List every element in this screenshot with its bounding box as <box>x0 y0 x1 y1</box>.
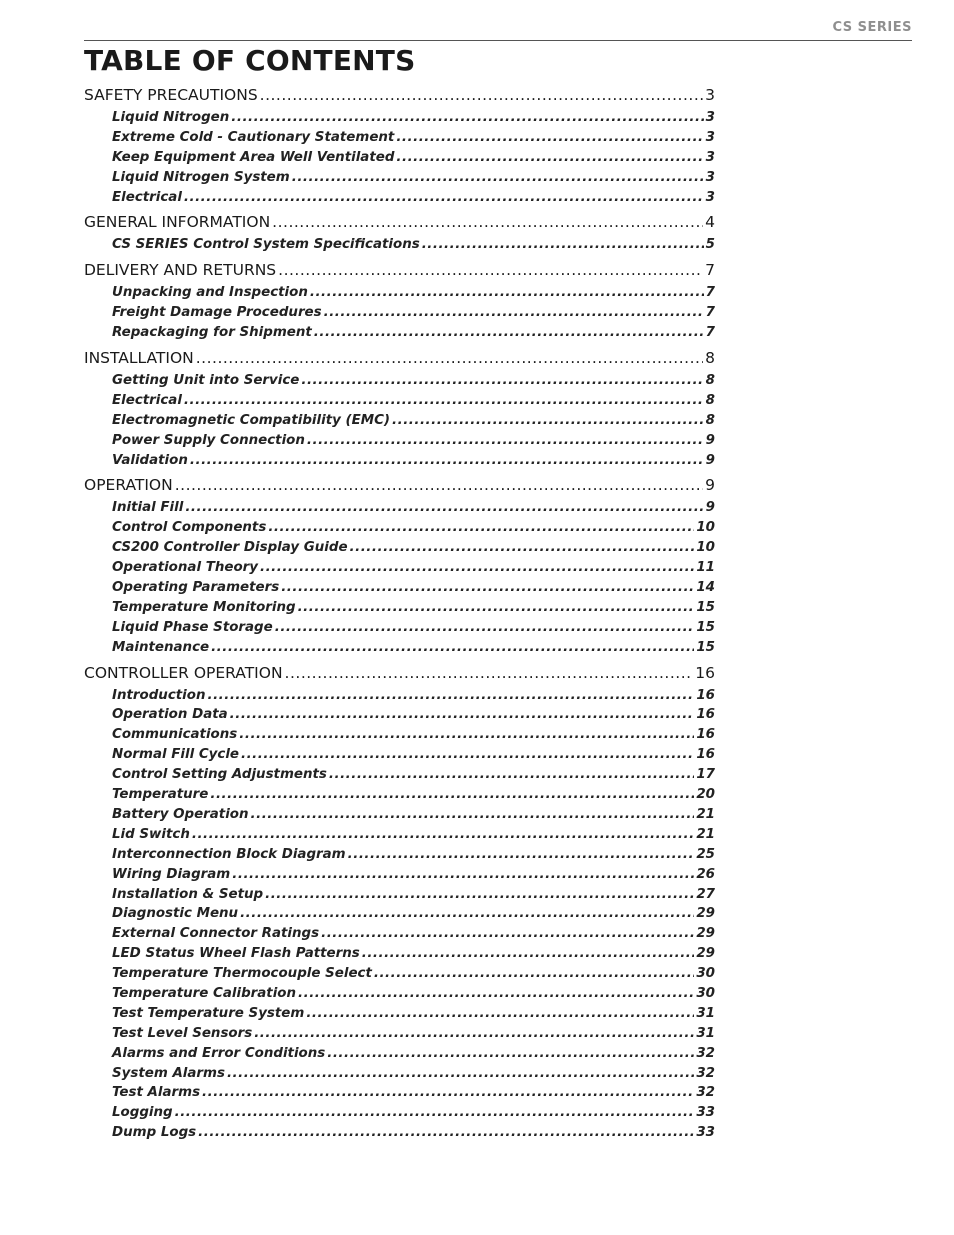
toc-page-number: 9 <box>705 476 715 495</box>
toc-page-number: 15 <box>696 619 715 635</box>
toc-page-number: 27 <box>696 886 715 902</box>
toc-entry-title: CONTROLLER OPERATION <box>84 663 283 682</box>
toc-entry-title: Wiring Diagram <box>112 866 231 882</box>
toc-sub-entry[interactable] <box>84 170 715 190</box>
toc-page-number: 10 <box>696 520 715 536</box>
toc-page-number: 8 <box>705 373 715 389</box>
toc-sub-entry[interactable] <box>84 600 715 620</box>
toc-entry-title: Control Components <box>112 520 267 536</box>
toc-entry-title: Liquid Phase Storage <box>112 619 273 635</box>
toc-section-heading[interactable] <box>84 349 715 373</box>
toc-page-number: 31 <box>696 1025 715 1041</box>
toc-entry-title: SAFETY PRECAUTIONS <box>84 86 258 104</box>
toc-entry-title: Temperature Thermocouple Select <box>112 966 372 982</box>
toc-entry-title: LED Status Wheel Flash Patterns <box>112 946 360 962</box>
dot-leader <box>324 305 704 320</box>
dot-leader <box>329 767 694 782</box>
toc-page-number: 8 <box>705 349 715 368</box>
toc-entry-title: Temperature Calibration <box>112 985 297 1001</box>
toc-entry-title: Liquid Nitrogen <box>112 110 230 125</box>
dot-leader <box>396 130 703 145</box>
toc-sub-entry[interactable] <box>84 130 715 150</box>
toc-section-heading[interactable] <box>84 476 715 500</box>
toc-page-number: 9 <box>705 432 715 448</box>
toc-page-number: 7 <box>705 285 715 301</box>
toc-entry-title: Test Level Sensors <box>112 1025 253 1041</box>
table-of-contents <box>84 86 715 1149</box>
dot-leader <box>211 640 694 655</box>
toc-entry-title: Power Supply Connection <box>112 432 305 448</box>
toc-entry-title: CS SERIES Control System Specifications <box>112 237 420 253</box>
dot-leader <box>185 500 703 515</box>
toc-sub-entry[interactable] <box>84 453 715 473</box>
dot-leader <box>374 966 694 981</box>
toc-page-number: 3 <box>705 149 715 165</box>
dot-leader <box>268 520 694 535</box>
dot-leader <box>278 261 703 279</box>
page-title: TABLE OF CONTENTS <box>84 44 416 77</box>
toc-page-number: 30 <box>696 966 715 982</box>
dot-leader <box>285 664 694 682</box>
toc-sub-entry[interactable] <box>84 827 715 847</box>
dot-leader <box>240 906 694 921</box>
toc-sub-entry[interactable] <box>84 887 715 907</box>
toc-sub-entry[interactable] <box>84 906 715 926</box>
toc-section <box>84 86 715 209</box>
dot-leader <box>272 213 703 231</box>
toc-page-number: 3 <box>705 189 715 205</box>
toc-page-number: 9 <box>705 452 715 468</box>
toc-sub-entry[interactable] <box>84 580 715 600</box>
toc-page-number: 3 <box>705 169 715 185</box>
toc-sub-entry[interactable] <box>84 373 715 393</box>
toc-page-number: 33 <box>696 1105 715 1121</box>
toc-section-heading[interactable] <box>84 86 715 110</box>
dot-leader <box>198 1125 694 1140</box>
toc-section <box>84 349 715 472</box>
toc-sub-entry[interactable] <box>84 946 715 966</box>
toc-page-number: 32 <box>696 1065 715 1081</box>
dot-leader <box>241 747 694 762</box>
dot-leader <box>208 688 695 703</box>
toc-page-number: 5 <box>705 237 715 253</box>
toc-page-number: 16 <box>696 707 715 723</box>
toc-sub-entry[interactable] <box>84 285 715 305</box>
toc-page-number: 16 <box>696 747 715 763</box>
dot-leader <box>298 986 694 1001</box>
dot-leader <box>314 325 704 340</box>
toc-sub-entry[interactable] <box>84 520 715 540</box>
toc-page-number: 3 <box>705 110 715 125</box>
dot-leader <box>301 373 703 388</box>
dot-leader <box>350 540 695 555</box>
dot-leader <box>298 600 695 615</box>
toc-sub-entry[interactable] <box>84 393 715 413</box>
toc-entry-title: DELIVERY AND RETURNS <box>84 261 277 280</box>
dot-leader <box>175 476 703 494</box>
toc-page-number: 29 <box>696 906 715 922</box>
toc-section <box>84 476 715 659</box>
toc-page-number: 26 <box>696 866 715 882</box>
toc-page-number: 16 <box>695 663 715 682</box>
dot-leader <box>396 150 703 165</box>
dot-leader <box>306 1006 694 1021</box>
toc-entry-title: Electromagnetic Compatibility (EMC) <box>112 412 391 428</box>
toc-section <box>84 213 715 257</box>
dot-leader <box>281 580 694 595</box>
toc-page-number: 7 <box>705 305 715 321</box>
toc-page-number: 15 <box>696 599 715 615</box>
dot-leader <box>196 349 703 367</box>
toc-entry-title: Interconnection Block Diagram <box>112 846 346 862</box>
toc-entry-title: INSTALLATION <box>84 349 194 368</box>
toc-entry-title: Validation <box>112 452 188 468</box>
toc-sub-entry[interactable] <box>84 847 715 867</box>
toc-page-number: 20 <box>696 787 715 803</box>
dot-leader <box>190 453 704 468</box>
toc-entry-title: Control Setting Adjustments <box>112 767 327 783</box>
toc-page-number: 10 <box>696 540 715 556</box>
toc-entry-title: Operational Theory <box>112 560 258 576</box>
toc-entry-title: Extreme Cold - Cautionary Statement <box>112 129 395 145</box>
toc-sub-entry[interactable] <box>84 1026 715 1046</box>
toc-entry-title: Dump Logs <box>112 1125 197 1141</box>
toc-page-number: 7 <box>705 325 715 341</box>
dot-leader <box>307 433 704 448</box>
series-label: CS SERIES <box>832 20 912 35</box>
toc-sub-entry[interactable] <box>84 1066 715 1086</box>
toc-sub-entry[interactable] <box>84 1125 715 1145</box>
dot-leader <box>362 946 695 961</box>
toc-page-number: 7 <box>705 261 715 280</box>
toc-page-number: 16 <box>696 687 715 703</box>
toc-sub-entry[interactable] <box>84 966 715 986</box>
toc-section <box>84 664 715 1145</box>
toc-entry-title: Logging <box>112 1105 173 1121</box>
dot-leader <box>239 727 694 742</box>
toc-entry-title: Keep Equipment Area Well Ventilated <box>112 149 395 165</box>
toc-sub-entry[interactable] <box>84 867 715 887</box>
toc-entry-title: System Alarms <box>112 1065 225 1081</box>
toc-entry-title: Maintenance <box>112 639 210 655</box>
toc-entry-title: Freight Damage Procedures <box>112 305 322 321</box>
toc-entry-title: Lid Switch <box>112 826 190 842</box>
toc-page-number: 31 <box>696 1005 715 1021</box>
toc-entry-title: External Connector Ratings <box>112 926 320 942</box>
toc-page-number: 30 <box>696 985 715 1001</box>
toc-page-number: 29 <box>696 926 715 942</box>
toc-sub-entry[interactable] <box>84 190 715 210</box>
toc-entry-title: Communications <box>112 727 238 743</box>
toc-entry-title: OPERATION <box>84 476 173 495</box>
toc-page-number: 8 <box>705 392 715 408</box>
toc-entry-title: Temperature <box>112 787 209 803</box>
toc-page-number: 3 <box>705 86 715 104</box>
dot-leader <box>202 1085 694 1100</box>
toc-entry-title: Installation & Setup <box>112 886 264 902</box>
toc-sub-entry[interactable] <box>84 1105 715 1125</box>
toc-page-number: 32 <box>696 1085 715 1101</box>
toc-entry-title: Introduction <box>112 687 206 703</box>
dot-leader <box>251 807 695 822</box>
dot-leader <box>265 887 694 902</box>
toc-sub-entry[interactable] <box>84 325 715 345</box>
dot-leader <box>321 926 694 941</box>
toc-sub-entry[interactable] <box>84 807 715 827</box>
toc-page-number: 32 <box>696 1045 715 1061</box>
toc-sub-entry[interactable] <box>84 986 715 1006</box>
toc-page-number: 25 <box>696 846 715 862</box>
toc-entry-title: Electrical <box>112 189 182 205</box>
dot-leader <box>310 285 704 300</box>
toc-section-heading[interactable] <box>84 261 715 285</box>
toc-sub-entry[interactable] <box>84 688 715 708</box>
toc-entry-title: Diagnostic Menu <box>112 906 239 922</box>
toc-section <box>84 261 715 345</box>
dot-leader <box>260 560 694 575</box>
toc-sub-entry[interactable] <box>84 150 715 170</box>
toc-section-heading[interactable] <box>84 213 715 237</box>
toc-sub-entry[interactable] <box>84 640 715 660</box>
dot-leader <box>292 170 704 185</box>
toc-sub-entry[interactable] <box>84 560 715 580</box>
dot-leader <box>275 620 695 635</box>
toc-page-number: 11 <box>696 560 715 576</box>
dot-leader <box>232 867 694 882</box>
toc-sub-entry[interactable] <box>84 926 715 946</box>
toc-entry-title: Test Alarms <box>112 1085 201 1101</box>
toc-entry-title: Alarms and Error Conditions <box>112 1045 326 1061</box>
dot-leader <box>192 827 695 842</box>
toc-entry-title: Operation Data <box>112 707 228 723</box>
toc-entry-title: CS200 Controller Display Guide <box>112 540 348 556</box>
toc-entry-title: GENERAL INFORMATION <box>84 213 271 232</box>
toc-sub-entry[interactable] <box>84 237 715 257</box>
toc-sub-entry[interactable] <box>84 1046 715 1066</box>
toc-sub-entry[interactable] <box>84 747 715 767</box>
toc-page-number: 17 <box>696 767 715 783</box>
toc-entry-title: Test Temperature System <box>112 1005 305 1021</box>
toc-page-number: 21 <box>696 826 715 842</box>
dot-leader <box>392 413 704 428</box>
toc-page-number: 4 <box>705 213 715 232</box>
dot-leader <box>254 1026 694 1041</box>
toc-page-number: 21 <box>696 806 715 822</box>
dot-leader <box>348 847 695 862</box>
toc-entry-title: Normal Fill Cycle <box>112 747 239 763</box>
dot-leader <box>327 1046 694 1061</box>
toc-sub-entry[interactable] <box>84 727 715 747</box>
dot-leader <box>260 86 703 104</box>
header-divider <box>84 40 912 41</box>
toc-entry-title: Repackaging for Shipment <box>112 325 312 341</box>
toc-entry-title: Unpacking and Inspection <box>112 285 308 301</box>
toc-sub-entry[interactable] <box>84 500 715 520</box>
dot-leader <box>184 393 704 408</box>
toc-page-number: 9 <box>705 500 715 516</box>
toc-sub-entry[interactable] <box>84 787 715 807</box>
toc-sub-entry[interactable] <box>84 1006 715 1026</box>
toc-sub-entry[interactable] <box>84 540 715 560</box>
toc-sub-entry[interactable] <box>84 1085 715 1105</box>
dot-leader <box>210 787 694 802</box>
toc-entry-title: Operating Parameters <box>112 580 280 596</box>
toc-entry-title: Electrical <box>112 392 182 408</box>
dot-leader <box>175 1105 695 1120</box>
toc-sub-entry[interactable] <box>84 707 715 727</box>
dot-leader <box>231 110 703 125</box>
dot-leader <box>422 237 704 252</box>
toc-page-number: 8 <box>705 412 715 428</box>
toc-entry-title: Temperature Monitoring <box>112 599 296 615</box>
toc-page-number: 29 <box>696 946 715 962</box>
toc-section-heading[interactable] <box>84 664 715 688</box>
toc-entry-title: Battery Operation <box>112 806 249 822</box>
toc-sub-entry[interactable] <box>84 305 715 325</box>
toc-sub-entry[interactable] <box>84 620 715 640</box>
toc-sub-entry[interactable] <box>84 413 715 433</box>
toc-page-number: 33 <box>696 1125 715 1141</box>
toc-entry-title: Getting Unit into Service <box>112 373 300 389</box>
toc-page-number: 14 <box>696 580 715 596</box>
toc-page-number: 3 <box>705 129 715 145</box>
toc-sub-entry[interactable] <box>84 110 715 130</box>
toc-page-number: 15 <box>696 639 715 655</box>
dot-leader <box>230 707 695 722</box>
toc-entry-title: Initial Fill <box>112 500 184 516</box>
toc-sub-entry[interactable] <box>84 433 715 453</box>
toc-sub-entry[interactable] <box>84 767 715 787</box>
toc-entry-title: Liquid Nitrogen System <box>112 169 290 185</box>
dot-leader <box>184 190 704 205</box>
dot-leader <box>227 1066 694 1081</box>
toc-page-number: 16 <box>696 727 715 743</box>
